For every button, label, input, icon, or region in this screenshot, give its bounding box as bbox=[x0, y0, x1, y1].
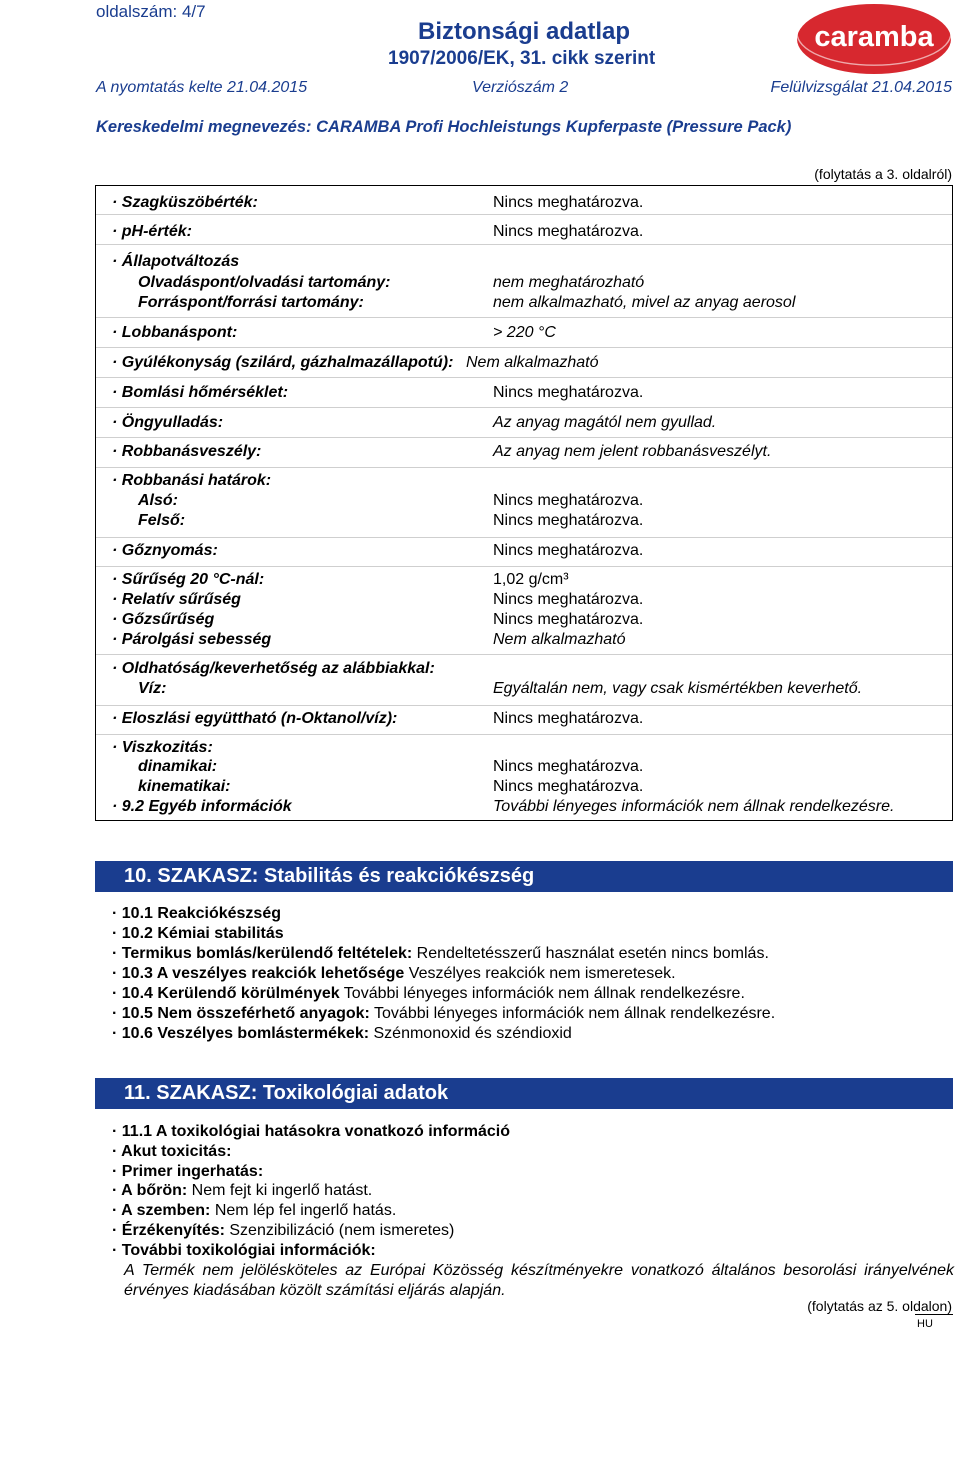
partition-value: Nincs meghatározva. bbox=[493, 710, 644, 727]
other-info-label: · 9.2 Egyéb információk bbox=[112, 798, 292, 815]
s10-line-6 bbox=[112, 1004, 775, 1024]
row-flammability bbox=[96, 348, 952, 378]
s11-line-4 bbox=[112, 1181, 372, 1201]
kinematic-value: Nincs meghatározva. bbox=[493, 778, 644, 795]
s10-line-4-value: Veszélyes reakciók nem ismeretesek. bbox=[404, 965, 676, 982]
row-viscosity bbox=[96, 735, 952, 820]
flash-label: · Lobbanáspont: bbox=[112, 324, 238, 341]
s10-line-5-label: · 10.4 Kerülendő körülmények bbox=[112, 985, 340, 1002]
row-density bbox=[96, 567, 952, 655]
kinematic-label: kinematikai: bbox=[138, 778, 231, 795]
row-flash bbox=[96, 318, 952, 348]
water-label: Víz: bbox=[138, 680, 167, 697]
row-explosion bbox=[96, 438, 952, 468]
ph-value: Nincs meghatározva. bbox=[493, 223, 644, 240]
continued-from: (folytatás a 3. oldalról) bbox=[814, 166, 952, 182]
odor-value: Nincs meghatározva. bbox=[493, 194, 644, 211]
version-number: Verziószám 2 bbox=[472, 79, 569, 96]
boiling-label: Forráspont/forrási tartomány: bbox=[138, 294, 364, 311]
s10-line-5-value: További lényeges információk nem állnak rendelkezésre. bbox=[339, 985, 745, 1002]
lower-limit-value: Nincs meghatározva. bbox=[493, 492, 644, 509]
continued-to: (folytatás az 5. oldalon) bbox=[807, 1298, 952, 1314]
footer-rule bbox=[915, 1314, 953, 1315]
caramba-logo bbox=[795, 2, 953, 78]
s11-line-4-label: · A bőrön: bbox=[112, 1182, 188, 1199]
s11-line-7: · További toxikológiai információk: bbox=[112, 1242, 376, 1259]
melting-label: Olvadáspont/olvadási tartomány: bbox=[138, 274, 391, 291]
s10-line-6-label: · 10.5 Nem összeférhető anyagok: bbox=[112, 1005, 370, 1022]
s10-line-7-label: · 10.6 Veszélyes bomlástermékek: bbox=[112, 1025, 370, 1042]
s11-line-4-value: Nem fejt ki ingerlő hatást. bbox=[187, 1182, 373, 1199]
viscosity-label: · Viszkozitás: bbox=[112, 739, 213, 756]
s10-line-6-value: További lényeges információk nem állnak rendelkezésre. bbox=[369, 1005, 776, 1022]
document-title: Biztonsági adatlap bbox=[418, 18, 631, 45]
limits-label: · Robbanási határok: bbox=[112, 472, 272, 489]
row-solubility bbox=[96, 655, 952, 706]
s11-line-3: · Primer ingerhatás: bbox=[112, 1163, 264, 1180]
lower-limit-label: Alsó: bbox=[138, 492, 178, 509]
page-number: oldalszám: 4/7 bbox=[96, 2, 206, 21]
flash-value: > 220 °C bbox=[493, 324, 556, 341]
relative-density-value: Nincs meghatározva. bbox=[493, 591, 644, 608]
solubility-label: · Oldhatóság/keverhetőség az alábbiakkal: bbox=[112, 660, 435, 677]
evaporation-label: · Párolgási sebesség bbox=[112, 631, 272, 648]
s11-line-5 bbox=[112, 1201, 396, 1221]
flammability-label: · Gyúlékonyság (szilárd, gázhalmazállapotú): bbox=[112, 354, 454, 371]
s10-line-4 bbox=[112, 964, 676, 984]
partition-label: · Eloszlási együttható (n-Oktanol/víz): bbox=[112, 710, 398, 727]
s10-line-3-label: · Termikus bomlás/kerülendő feltételek: bbox=[112, 945, 413, 962]
density-value: 1,02 g/cm³ bbox=[493, 571, 569, 588]
row-decomposition bbox=[96, 378, 952, 408]
dynamic-value: Nincs meghatározva. bbox=[493, 758, 644, 775]
revision-date: Felülvizsgálat 21.04.2015 bbox=[770, 79, 952, 96]
row-vapor-pressure bbox=[96, 538, 952, 567]
other-info-value: További lényeges információk nem állnak rendelkezésre. bbox=[493, 798, 895, 815]
state-label: · Állapotváltozás bbox=[112, 253, 240, 270]
s10-line-5 bbox=[112, 984, 745, 1004]
vapor-density-value: Nincs meghatározva. bbox=[493, 611, 644, 628]
section-11-title: 11. SZAKASZ: Toxikológiai adatok bbox=[124, 1082, 449, 1104]
s10-line-2: · 10.2 Kémiai stabilitás bbox=[112, 925, 284, 942]
upper-limit-value: Nincs meghatározva. bbox=[493, 512, 644, 529]
evaporation-value: Nem alkalmazható bbox=[493, 631, 626, 648]
odor-label: · Szagküszöbérték: bbox=[112, 194, 258, 211]
decomposition-label: · Bomlási hőmérséklet: bbox=[112, 384, 289, 401]
s10-line-3-value: Rendeltetésszerű használat esetén nincs bomlás. bbox=[412, 945, 769, 962]
row-ph bbox=[96, 215, 952, 245]
logo-text: caramba bbox=[814, 21, 934, 53]
melting-value: nem meghatározható bbox=[493, 274, 645, 291]
autoignition-label: · Öngyulladás: bbox=[112, 414, 224, 431]
s10-line-1: · 10.1 Reakciókészség bbox=[112, 905, 281, 922]
dynamic-label: dinamikai: bbox=[138, 758, 218, 775]
relative-density-label: · Relatív sűrűség bbox=[112, 591, 241, 608]
boiling-value: nem alkalmazható, mivel az anyag aerosol bbox=[493, 294, 796, 311]
explosion-label: · Robbanásveszély: bbox=[112, 443, 262, 460]
row-partition bbox=[96, 706, 952, 735]
s10-line-7-value: Szénmonoxid és széndioxid bbox=[369, 1025, 572, 1042]
row-autoignition bbox=[96, 408, 952, 438]
s10-line-7 bbox=[112, 1024, 572, 1044]
s11-line-6-value: Szenzibilizáció (nem ismeretes) bbox=[224, 1222, 455, 1239]
explosion-value: Az anyag nem jelent robbanásveszélyt. bbox=[493, 443, 772, 460]
print-date: A nyomtatás kelte 21.04.2015 bbox=[96, 79, 308, 96]
vapor-density-label: · Gőzsűrűség bbox=[112, 611, 215, 628]
s11-line-6-label: · Érzékenyítés: bbox=[112, 1222, 225, 1239]
language-code: HU bbox=[917, 1318, 933, 1330]
row-state bbox=[96, 245, 952, 318]
s10-line-3 bbox=[112, 944, 769, 964]
s11-line-1: · 11.1 A toxikológiai hatásokra vonatkozó információ bbox=[112, 1123, 511, 1140]
ph-label: · pH-érték: bbox=[112, 223, 193, 240]
s11-line-5-value: Nem lép fel ingerlő hatás. bbox=[210, 1202, 397, 1219]
vapor-pressure-value: Nincs meghatározva. bbox=[493, 542, 644, 559]
flammability-value: Nem alkalmazható bbox=[466, 354, 599, 371]
s11-line-5-label: · A szemben: bbox=[112, 1202, 211, 1219]
density-label: · Sűrűség 20 °C-nál: bbox=[112, 571, 265, 588]
water-value: Egyáltalán nem, vagy csak kismértékben keverhető. bbox=[493, 680, 863, 697]
trade-name: Kereskedelmi megnevezés: CARAMBA Profi Hochleistungs Kupferpaste (Pressure Pack) bbox=[96, 118, 792, 136]
autoignition-value: Az anyag magától nem gyullad. bbox=[493, 414, 717, 431]
document-subtitle: 1907/2006/EK, 31. cikk szerint bbox=[388, 48, 656, 69]
s11-line-6 bbox=[112, 1221, 454, 1241]
s11-line-2: · Akut toxicitás: bbox=[112, 1143, 232, 1160]
s10-line-4-label: · 10.3 A veszélyes reakciók lehetősége bbox=[112, 965, 405, 982]
row-explosion-limits bbox=[96, 468, 952, 538]
section-10-title: 10. SZAKASZ: Stabilitás és reakciókészség bbox=[124, 865, 535, 887]
upper-limit-label: Felső: bbox=[138, 512, 186, 529]
decomposition-value: Nincs meghatározva. bbox=[493, 384, 644, 401]
row-odor bbox=[96, 186, 952, 215]
s11-paragraph: A Termék nem jelölésköteles az Európai Közösség készítményekre vonatkozó általános besorolási irányelvének érvényes kiadásában közölt számítási eljárás alapján. bbox=[124, 1262, 954, 1299]
vapor-pressure-label: · Gőznyomás: bbox=[112, 542, 218, 559]
